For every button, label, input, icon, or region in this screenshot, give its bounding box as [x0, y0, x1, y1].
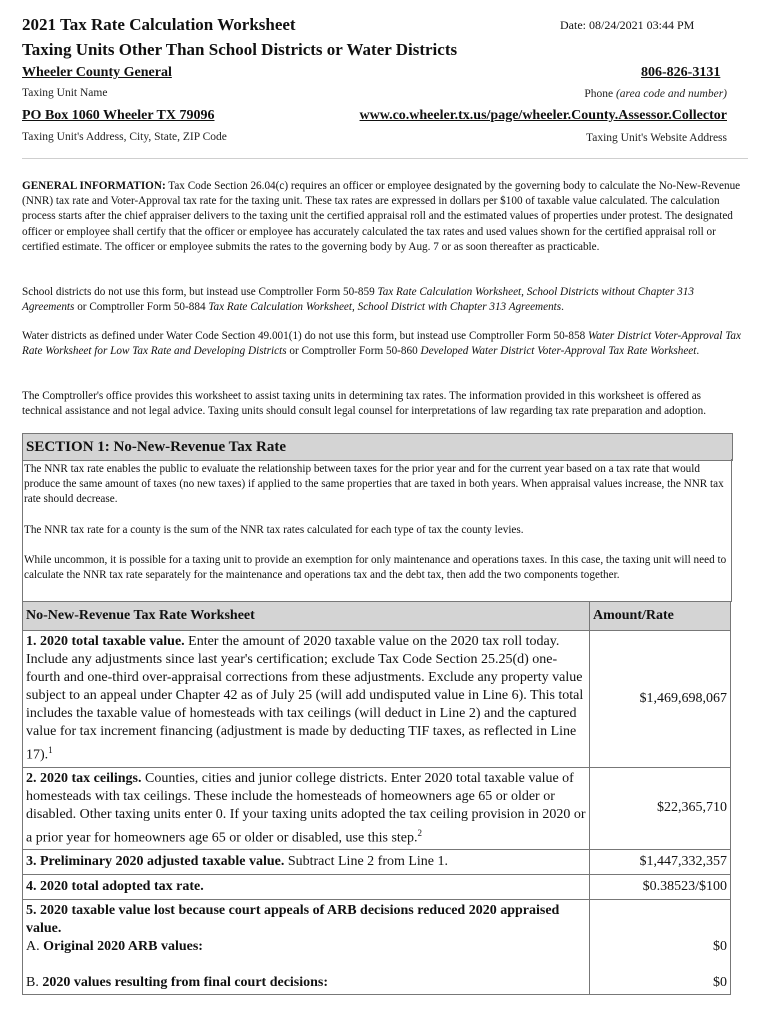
line-3-amount: $1,447,332,357	[590, 850, 731, 875]
line-3-title: 3. Preliminary 2020 adjusted taxable value.	[26, 854, 285, 870]
school-note-text-1: School districts do not use this form, but instead use Comptroller Form 50-859	[22, 286, 378, 298]
line-5-title: 5. 2020 taxable value lost because court appeals of ARB decisions reduced 2020 appraised value.	[26, 903, 560, 937]
school-note-text-2: or Comptroller Form 50-884	[74, 301, 209, 314]
line-1-text: Enter the amount of 2020 taxable value on the 2020 tax roll today. Include any adjustments since last year's certification; exclude Tax Code Section 25.25(d) one-fourth and one-third over-appraisal corrections from these adjustments. Exclude any property value subject to an appeal under Chapter 42 as of July 25 (will add undisputed value in Line 6). This total includes the taxable value of homesteads with tax ceilings (will deduct in Line 2) and the captured value for tax increment financing (adjustment is made by deducting TIF taxes, as reflected in Line 17).	[26, 634, 584, 763]
website-caption: Taxing Unit's Website Address	[586, 132, 727, 144]
address-caption: Taxing Unit's Address, City, State, ZIP Code	[22, 131, 227, 143]
water-note-text-2: or Comptroller Form 50-860	[286, 345, 421, 358]
line-4-amount: $0.38523/$100	[590, 875, 731, 900]
school-note-form-2: Tax Rate Calculation Worksheet, School District with Chapter 313 Agreements	[208, 301, 562, 314]
worksheet-column-amount: Amount/Rate	[590, 602, 731, 631]
section-1-header: SECTION 1: No-New-Revenue Tax Rate	[22, 433, 733, 461]
line-1-amount: $1,469,698,067	[590, 631, 731, 768]
taxing-unit-website[interactable]: www.co.wheeler.tx.us/page/wheeler.County.Assessor.Collector	[359, 108, 727, 123]
line-5b-amount: $0	[713, 975, 727, 991]
water-note-form-2: Developed Water District Voter-Approval Tax Rate Worksheet	[420, 345, 697, 358]
line-2-text: Counties, cities and junior college districts. Enter 2020 total taxable value of homesteads with tax ceilings. These include the homesteads of homeowners age 65 or older or disabled. Other taxing units enter 0. If your taxing units adopted the tax ceiling provision in 2020 or a prior year for homeowners age 65 or older or disabled, use this step.	[26, 770, 586, 846]
line-5a-label: Original 2020 ARB values:	[43, 939, 203, 955]
worksheet-line-4	[23, 875, 731, 900]
school-district-note	[22, 285, 742, 315]
line-1-title: 1. 2020 total taxable value.	[26, 634, 185, 649]
line-2-footnote: 2	[417, 827, 422, 838]
header-divider	[22, 158, 748, 159]
phone-caption	[584, 88, 727, 100]
worksheet-line-3	[23, 850, 731, 875]
line-5b-label: 2020 values resulting from final court decisions:	[42, 975, 329, 991]
line-2-amount: $22,365,710	[590, 767, 731, 850]
line-4-description	[23, 875, 590, 900]
water-note-text-3: .	[696, 345, 700, 358]
line-2-description	[23, 767, 590, 850]
water-note-text-1: Water districts as defined under Water Code Section 49.001(1) do not use this form, but instead use Comptroller Form 50-858	[22, 330, 588, 342]
line-5b-prefix: B.	[26, 975, 43, 991]
line-4-title: 4. 2020 total adopted tax rate.	[26, 879, 204, 895]
worksheet-line-5	[23, 900, 731, 995]
general-information-label: GENERAL INFORMATION:	[22, 180, 166, 192]
line-5-amounts	[590, 900, 731, 995]
general-information-text: Tax Code Section 26.04(c) requires an officer or employee designated by the governing body to calculate the No-New-Revenue (NNR) tax rate and Voter-Approval tax rate for the taxing unit. These tax rates are expressed in dollars per $100 of taxable value calculated. The calculation process starts after the chief appraiser delivers to the taxing unit the certified appraisal roll and the estimated values of properties under protest. The designated officer or employee shall certify that the officer or employee has accurately calculated the tax rates and used values shown for the certified appraisal roll or certified estimate. The officer or employee submits the rates to the governing body by Aug. 7 or as soon thereafter as practicable.	[22, 180, 741, 253]
phone-caption-prefix: Phone	[584, 88, 616, 100]
line-3-text: Subtract Line 2 from Line 1.	[284, 854, 449, 870]
water-district-note	[22, 329, 742, 359]
worksheet-column-label: No-New-Revenue Tax Rate Worksheet	[23, 602, 590, 631]
nnr-worksheet-table	[22, 601, 731, 995]
line-1-description	[23, 631, 590, 768]
worksheet-header-row	[23, 602, 731, 631]
school-note-text-3: .	[561, 301, 564, 314]
line-5a-prefix: A.	[26, 939, 44, 955]
line-5-description	[23, 900, 590, 995]
line-1-footnote: 1	[48, 745, 53, 755]
taxing-unit-address: PO Box 1060 Wheeler TX 79096	[22, 108, 215, 123]
worksheet-line-2	[23, 767, 731, 850]
taxing-unit-phone: 806-826-3131	[641, 65, 721, 80]
taxing-unit-name: Wheeler County General	[22, 65, 172, 80]
comptroller-note: The Comptroller's office provides this worksheet to assist taxing units in determining tax rates. The information provided in this worksheet is offered as technical assistance and not legal advice. Taxing units should consult legal counsel for interpretations of law regarding tax rate preparation and adoption.	[22, 390, 707, 418]
phone-caption-italic: (area code and number)	[615, 88, 727, 100]
line-3-description	[23, 850, 590, 875]
form-title: 2021 Tax Rate Calculation Worksheet	[22, 15, 296, 34]
section-1-paragraph-1: The NNR tax rate enables the public to evaluate the relationship between taxes for the prior year and for the current year based on a tax rate that would produce the same amount of taxes (no new taxes) if applied to the same properties that are taxed in both years. When appraisal values increase, the NNR tax rate should decrease.	[24, 463, 724, 506]
section-1-paragraph-3: While uncommon, it is possible for a taxing unit to provide an exemption for only maintenance and operations taxes. In this case, the taxing unit will need to calculate the NNR tax rate separately for the maintenance and operations tax and the debt tax, then add the two components together.	[24, 554, 727, 582]
form-date: Date: 08/24/2021 03:44 PM	[560, 18, 695, 32]
line-5a	[26, 938, 586, 956]
line-5b	[26, 974, 586, 992]
school-note-form-1: Tax Rate Calculation Worksheet, School Districts without Chapter 313 Agreements	[22, 286, 694, 314]
form-subtitle: Taxing Units Other Than School Districts or Water Districts	[22, 40, 458, 59]
taxing-unit-name-caption: Taxing Unit Name	[22, 87, 108, 99]
worksheet-line-1	[23, 631, 731, 768]
section-1-paragraph-2: The NNR tax rate for a county is the sum of the NNR tax rates calculated for each type of tax the county levies.	[24, 524, 524, 536]
line-2-title: 2. 2020 tax ceilings.	[26, 770, 142, 786]
water-note-form-1: Water District Voter-Approval Tax Rate Worksheet for Low Tax Rate and Developing Districts	[22, 330, 741, 358]
line-5a-amount: $0	[713, 939, 727, 955]
general-information	[22, 179, 742, 255]
